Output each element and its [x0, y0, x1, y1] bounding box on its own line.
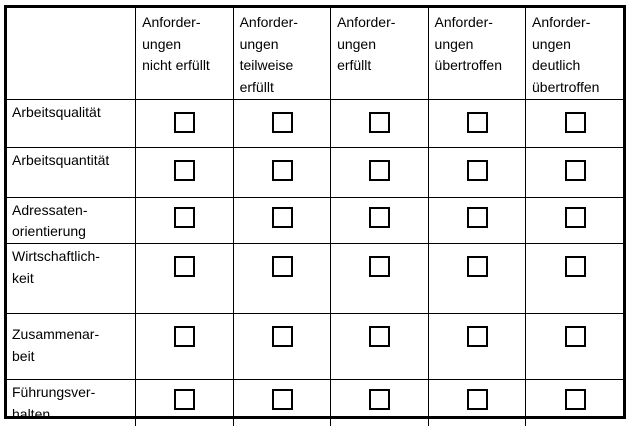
rating-checkbox[interactable]	[174, 326, 195, 347]
table-row	[7, 314, 623, 380]
header-cell	[428, 8, 525, 99]
checkbox-cell	[233, 147, 330, 197]
rating-checkbox[interactable]	[369, 207, 390, 228]
checkbox-cell	[233, 197, 330, 243]
rating-checkbox[interactable]	[174, 207, 195, 228]
header-label: Anforder- ungen deutlich übertroffen	[532, 14, 600, 96]
checkbox-cell	[136, 244, 233, 314]
checkbox-cell	[136, 147, 233, 197]
rating-checkbox[interactable]	[272, 112, 293, 133]
checkbox-cell	[331, 380, 428, 426]
rating-checkbox[interactable]	[467, 112, 488, 133]
row-label: Führungsver- halten	[12, 384, 96, 422]
checkbox-cell	[331, 99, 428, 147]
row-label-cell	[7, 197, 136, 243]
checkbox-cell	[428, 197, 525, 243]
rating-checkbox[interactable]	[174, 389, 195, 410]
checkbox-cell	[526, 380, 624, 426]
checkbox-cell	[428, 147, 525, 197]
checkbox-cell	[331, 314, 428, 380]
rating-checkbox[interactable]	[272, 207, 293, 228]
rating-checkbox[interactable]	[565, 207, 586, 228]
rating-checkbox[interactable]	[272, 160, 293, 181]
rating-checkbox[interactable]	[467, 256, 488, 277]
rating-checkbox[interactable]	[174, 256, 195, 277]
table-row	[7, 244, 623, 314]
checkbox-cell	[136, 197, 233, 243]
table-row	[7, 380, 623, 426]
row-label-cell	[7, 314, 136, 380]
header-label: Anforder- ungen nicht erfüllt	[142, 14, 210, 74]
checkbox-cell	[136, 99, 233, 147]
header-row	[7, 8, 623, 99]
checkbox-cell	[526, 99, 624, 147]
rating-checkbox[interactable]	[565, 256, 586, 277]
rating-checkbox[interactable]	[565, 160, 586, 181]
header-label: Anforder- ungen erfüllt	[337, 14, 396, 74]
checkbox-cell	[428, 244, 525, 314]
header-cell	[526, 8, 624, 99]
header-cell	[136, 8, 233, 99]
row-label: Zusammenar- beit	[12, 326, 100, 364]
rating-checkbox[interactable]	[369, 256, 390, 277]
rating-checkbox[interactable]	[467, 160, 488, 181]
header-cell	[331, 8, 428, 99]
checkbox-cell	[331, 244, 428, 314]
row-label: Arbeitsqualität	[12, 103, 101, 120]
checkbox-cell	[331, 147, 428, 197]
checkbox-cell	[428, 314, 525, 380]
checkbox-cell	[526, 147, 624, 197]
rating-checkbox[interactable]	[467, 326, 488, 347]
row-label-cell	[7, 99, 136, 147]
rating-checkbox[interactable]	[174, 112, 195, 133]
row-label-cell	[7, 380, 136, 426]
corner-cell	[7, 8, 136, 99]
rating-checkbox[interactable]	[272, 256, 293, 277]
rating-checkbox[interactable]	[272, 326, 293, 347]
checkbox-cell	[233, 380, 330, 426]
rating-checkbox[interactable]	[369, 112, 390, 133]
row-label-cell	[7, 147, 136, 197]
checkbox-cell	[233, 99, 330, 147]
checkbox-cell	[526, 244, 624, 314]
table-row	[7, 147, 623, 197]
rating-checkbox[interactable]	[565, 326, 586, 347]
header-label: Anforder- ungen teilweise erfüllt	[239, 14, 298, 96]
rating-checkbox[interactable]	[565, 389, 586, 410]
checkbox-cell	[233, 314, 330, 380]
checkbox-cell	[428, 99, 525, 147]
checkbox-cell	[526, 197, 624, 243]
rating-checkbox[interactable]	[467, 207, 488, 228]
header-cell	[233, 8, 330, 99]
checkbox-cell	[136, 380, 233, 426]
rating-table-frame	[4, 5, 626, 422]
checkbox-cell	[136, 314, 233, 380]
rating-table	[7, 8, 623, 426]
rating-checkbox[interactable]	[565, 112, 586, 133]
table-row	[7, 197, 623, 243]
rating-checkbox[interactable]	[467, 389, 488, 410]
checkbox-cell	[233, 244, 330, 314]
rating-checkbox[interactable]	[369, 389, 390, 410]
rating-checkbox[interactable]	[174, 160, 195, 181]
rating-checkbox[interactable]	[272, 389, 293, 410]
checkbox-cell	[526, 314, 624, 380]
table-row	[7, 99, 623, 147]
row-label: Arbeitsquantität	[12, 151, 110, 168]
checkbox-cell	[331, 197, 428, 243]
row-label-cell	[7, 244, 136, 314]
rating-checkbox[interactable]	[369, 326, 390, 347]
header-label: Anforder- ungen übertroffen	[434, 14, 502, 74]
row-label: Adressaten- orientierung	[12, 201, 88, 240]
checkbox-cell	[428, 380, 525, 426]
row-label: Wirtschaftlich- keit	[12, 248, 100, 286]
rating-checkbox[interactable]	[369, 160, 390, 181]
